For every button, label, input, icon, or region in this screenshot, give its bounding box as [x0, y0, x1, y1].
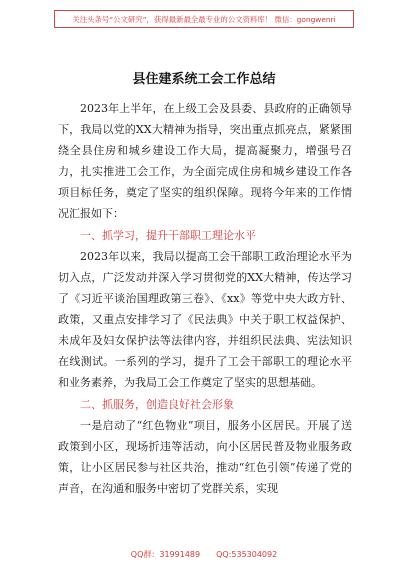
document-title: 县住建系统工会工作总结	[132, 72, 276, 87]
section-2-paragraph: 一是启动了“红色物业”项目，服务小区居民。开展了送政策到小区，现场折违等活动，向小区居民普及物业服务政策，让小区居民参与社区共治，推动“红色引领”传递了党的声音，在沟通和服务中密切了党群关系，实现	[58, 419, 352, 495]
footer-qq-group: QQ群：31991489	[130, 550, 201, 559]
footer-qq: QQ:535304092	[216, 550, 278, 559]
document-body	[58, 98, 352, 499]
section-2-heading: 二、抓服务，创造良好社会形象	[80, 398, 234, 411]
intro-paragraph: 2023年上半年，在上级工会及县委、县政府的正确领导下，我局以党的XX大精神为指导，突出重点抓亮点，紧紧围绕全县住房和城乡建设工作大局，提高凝聚力，增强号召力，扎实推进工会工作，为全面完成住房和城乡建设工作各项目标任务，奠定了坚实的组织保障。现将今年来的工作情况汇报如下：	[58, 102, 352, 220]
section-1-paragraph: 2023年以来，我局以提高工会干部职工政治理论水平为切入点，广泛发动并深入学习贯彻党的XX大精神，传达学习了《习近平谈治国理政第三卷》、《xx》等党中央大政方针、政策，又重点安排学习了《民法典》中关于职工权益保护、未成年及妇女保护法等法律内容，并组织民法典、宪法知识在线测试。一系列的学习，提升了工会干部职工的理论水平和业务素养，为我局工会工作奠定了坚实的思想基础。	[58, 250, 352, 389]
section-1-heading: 一、抓学习，提升干部职工理论水平	[80, 229, 256, 242]
promo-banner: 关注头条号“公文研究”，获得最新最全最专业的公文资料库！ 微信：gongwenri	[54, 10, 354, 28]
footer-contact	[0, 549, 408, 560]
